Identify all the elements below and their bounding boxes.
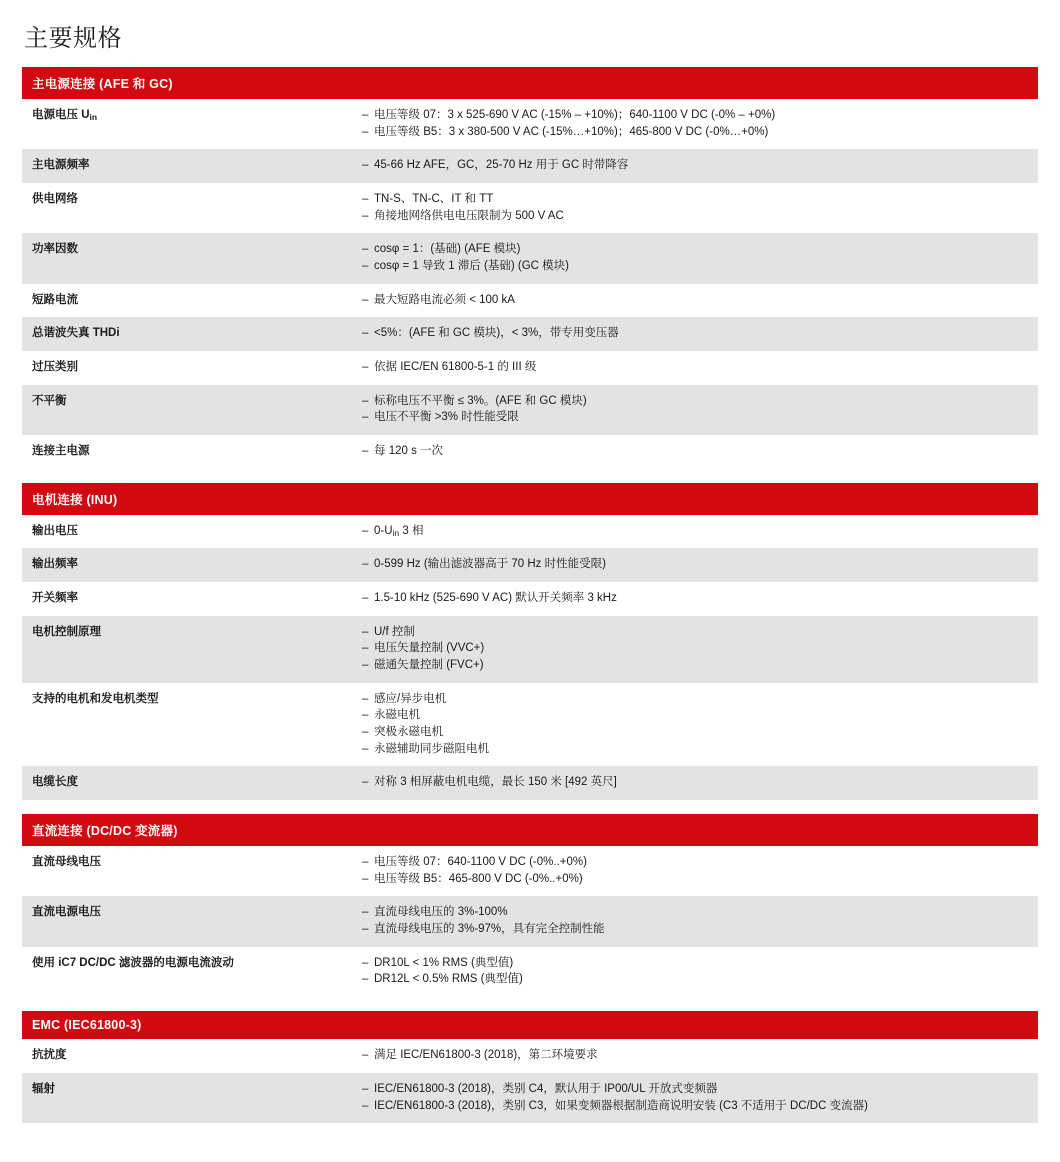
table-row [22,1073,1038,1123]
spec-value-text: 电压矢量控制 (VVC+) [374,642,485,655]
spec-value-line [362,590,1028,607]
spec-label: 输出频率 [22,548,352,582]
table-row [22,351,1038,385]
spec-value-text: DR12L < 0.5% RMS (典型值) [374,973,523,986]
spec-value-text: 电压等级 07：640-1100 V DC (-0%..+0%) [374,856,587,869]
bullet-dash-icon: – [362,709,369,722]
spec-label: 供电网络 [22,183,352,233]
bullet-dash-icon: – [362,1099,369,1112]
sections-container [22,67,1038,1123]
spec-label: 功率因数 [22,233,352,283]
spec-value [352,846,1038,896]
bullet-dash-icon: – [362,923,369,936]
table-row [22,846,1038,896]
spec-value-text: 电压等级 B5：3 x 380-500 V AC (-15%…+10%)；465-800 V DC (-0%…+0%) [374,125,769,138]
bullet-dash-icon: – [362,726,369,739]
spec-table [22,846,1038,997]
spec-label: 支持的电机和发电机类型 [22,683,352,767]
spec-label: 不平衡 [22,385,352,435]
spec-value-text: DR10L < 1% RMS (典型值) [374,956,514,969]
spec-value [352,385,1038,435]
table-row [22,582,1038,616]
spec-table [22,515,1038,800]
spec-value-line [362,691,1028,708]
spec-value [352,1073,1038,1123]
spec-value-line [362,1081,1028,1098]
bullet-dash-icon: – [362,243,369,256]
spec-value-line [362,359,1028,376]
spec-value [352,582,1038,616]
spec-table [22,99,1038,469]
spec-label: 输出电压 [22,515,352,549]
spec-value-line [362,1098,1028,1115]
page-title: 主要规格 [24,25,122,52]
spec-section [22,483,1038,800]
spec-table [22,1039,1038,1123]
bullet-dash-icon: – [362,327,369,340]
table-row [22,183,1038,233]
spec-value-text: 每 120 s 一次 [374,445,444,458]
bullet-dash-icon: – [362,159,369,172]
spec-value-line [362,774,1028,791]
spec-value [352,896,1038,946]
spec-label: 连接主电源 [22,435,352,469]
spec-value [352,435,1038,469]
spec-value-text: 依据 IEC/EN 61800-5-1 的 III 级 [374,361,537,374]
spec-value-text: TN-S、TN-C、IT 和 TT [374,193,494,206]
spec-label: 电源电压 $U_{in}$ [22,99,352,149]
table-row [22,435,1038,469]
spec-section [22,67,1038,469]
spec-value-text: 突极永磁电机 [374,726,443,739]
table-row [22,99,1038,149]
bullet-dash-icon: – [362,856,369,869]
spec-value-line [362,208,1028,225]
spec-value-line [362,191,1028,208]
table-row [22,947,1038,997]
table-row [22,317,1038,351]
spec-value-line [362,409,1028,426]
spec-value-line [362,241,1028,258]
bullet-dash-icon: – [362,125,369,138]
spec-value-text: 0-599 Hz (输出滤波器高于 70 Hz 时性能受限) [374,558,606,571]
spec-value-line [362,556,1028,573]
spec-value [352,149,1038,183]
spec-value-text: IEC/EN61800-3 (2018)，类别 C4，默认用于 IP00/UL 开放式变频器 [374,1082,718,1095]
spec-value-line [362,724,1028,741]
spec-value-line [362,624,1028,641]
spec-value-line [362,657,1028,674]
bullet-dash-icon: – [362,109,369,121]
section-header: 直流连接 (DC/DC 变流器) [22,814,1038,846]
spec-value [352,683,1038,767]
section-header: 电机连接 (INU) [22,483,1038,515]
spec-value-line [362,904,1028,921]
bullet-dash-icon: – [362,659,369,672]
spec-value [352,766,1038,800]
spec-label: 电缆长度 [22,766,352,800]
spec-value [352,351,1038,385]
spec-value-text: 永磁辅助同步磁阻电机 [374,742,489,755]
bullet-dash-icon: – [362,411,369,424]
spec-value-line [362,107,1028,124]
bullet-dash-icon: – [362,872,369,885]
spec-value-line [362,325,1028,342]
spec-value-line [362,523,1028,540]
bullet-dash-icon: – [362,1049,369,1062]
spec-value-line [362,854,1028,871]
spec-value-text: 对称 3 相屏蔽电机电缆，最长 150 米 [492 英尺] [374,776,617,789]
spec-label: 短路电流 [22,284,352,318]
spec-value [352,515,1038,549]
spec-value-text: 磁通矢量控制 (FVC+) [374,659,484,672]
spec-value-text: 1.5-10 kHz (525-690 V AC) 默认开关频率 3 kHz [374,592,617,605]
table-row [22,683,1038,767]
spec-value-text: cosφ = 1：(基础) (AFE 模块) [374,243,521,256]
table-row [22,149,1038,183]
spec-value [352,947,1038,997]
bullet-dash-icon: – [362,558,369,571]
bullet-dash-icon: – [362,193,369,206]
spec-value [352,99,1038,149]
bullet-dash-icon: – [362,956,369,969]
spec-value [352,284,1038,318]
spec-label: 电机控制原理 [22,616,352,683]
spec-label: 过压类别 [22,351,352,385]
table-row [22,766,1038,800]
spec-value-text: U/f 控制 [374,625,415,638]
spec-value [352,548,1038,582]
spec-value-text: 电压等级 07：3 x 525-690 V AC (-15% – +10%)；640-1100 V DC (-0% – +0%) [374,109,776,121]
table-row [22,548,1038,582]
section-header: EMC (IEC61800-3) [22,1011,1038,1039]
spec-label: 总谐波失真 THDi [22,317,352,351]
spec-value [352,616,1038,683]
spec-value-text: $0-U_{in}$ 3 相 [374,524,424,538]
table-row [22,284,1038,318]
section-header: 主电源连接 (AFE 和 GC) [22,67,1038,99]
spec-value-text: cosφ = 1 导致 1 滞后 (基础) (GC 模块) [374,260,569,273]
bullet-dash-icon: – [362,524,369,537]
spec-label: 直流电源电压 [22,896,352,946]
spec-label: 直流母线电压 [22,846,352,896]
bullet-dash-icon: – [362,445,369,458]
spec-value-text: 直流母线电压的 3%-100% [374,906,508,919]
spec-value-line [362,157,1028,174]
spec-value-line [362,258,1028,275]
spec-value-line [362,871,1028,888]
bullet-dash-icon: – [362,293,369,306]
bullet-dash-icon: – [362,209,369,222]
spec-value-line [362,707,1028,724]
spec-value-text: 电压不平衡 >3% 时性能受限 [374,411,519,424]
spec-value-line [362,971,1028,988]
spec-value-text: 感应/异步电机 [374,692,447,705]
spec-label: 开关频率 [22,582,352,616]
spec-value [352,1039,1038,1073]
bullet-dash-icon: – [362,592,369,605]
spec-value-text: 最大短路电流必须 < 100 kA [374,293,515,306]
spec-value-line [362,741,1028,758]
spec-value-line [362,1047,1028,1064]
spec-label: 主电源频率 [22,149,352,183]
spec-label: 抗扰度 [22,1039,352,1073]
spec-value-text: 电压等级 B5：465-800 V DC (-0%..+0%) [374,872,583,885]
spec-section [22,1011,1038,1123]
spec-value-line [362,443,1028,460]
spec-label: 辐射 [22,1073,352,1123]
table-row [22,896,1038,946]
bullet-dash-icon: – [362,742,369,755]
spec-value-text: <5%：(AFE 和 GC 模块)，< 3%，带专用变压器 [374,327,619,340]
spec-value-line [362,292,1028,309]
spec-value-text: 永磁电机 [374,709,420,722]
spec-value-text: 满足 IEC/EN61800-3 (2018)，第二环境要求 [374,1049,598,1062]
bullet-dash-icon: – [362,973,369,986]
spec-value-line [362,124,1028,141]
spec-value-text: 标称电压不平衡 ≤ 3%。(AFE 和 GC 模块) [374,394,587,407]
spec-value-line [362,393,1028,410]
table-row [22,515,1038,549]
spec-value [352,233,1038,283]
spec-value [352,317,1038,351]
table-row [22,1039,1038,1073]
spec-value [352,183,1038,233]
spec-value-text: 直流母线电压的 3%-97%，具有完全控制性能 [374,923,605,936]
bullet-dash-icon: – [362,625,369,638]
spec-value-text: 角接地网络供电电压限制为 500 V AC [374,209,564,222]
bullet-dash-icon: – [362,1082,369,1095]
bullet-dash-icon: – [362,260,369,273]
spec-section [22,814,1038,997]
spec-value-line [362,921,1028,938]
table-row [22,616,1038,683]
bullet-dash-icon: – [362,642,369,655]
bullet-dash-icon: – [362,394,369,407]
bullet-dash-icon: – [362,906,369,919]
bullet-dash-icon: – [362,776,369,789]
bullet-dash-icon: – [362,692,369,705]
table-row [22,385,1038,435]
spec-value-text: 45-66 Hz AFE，GC，25-70 Hz 用于 GC 时带降容 [374,159,629,172]
bullet-dash-icon: – [362,361,369,374]
table-row [22,233,1038,283]
spec-value-line [362,955,1028,972]
spec-value-line [362,640,1028,657]
spec-label: 使用 iC7 DC/DC 滤波器的电源电流波动 [22,947,352,997]
spec-value-text: IEC/EN61800-3 (2018)，类别 C3，如果变频器根据制造商说明安装 (C3 不适用于 DC/DC 变流器) [374,1099,868,1112]
